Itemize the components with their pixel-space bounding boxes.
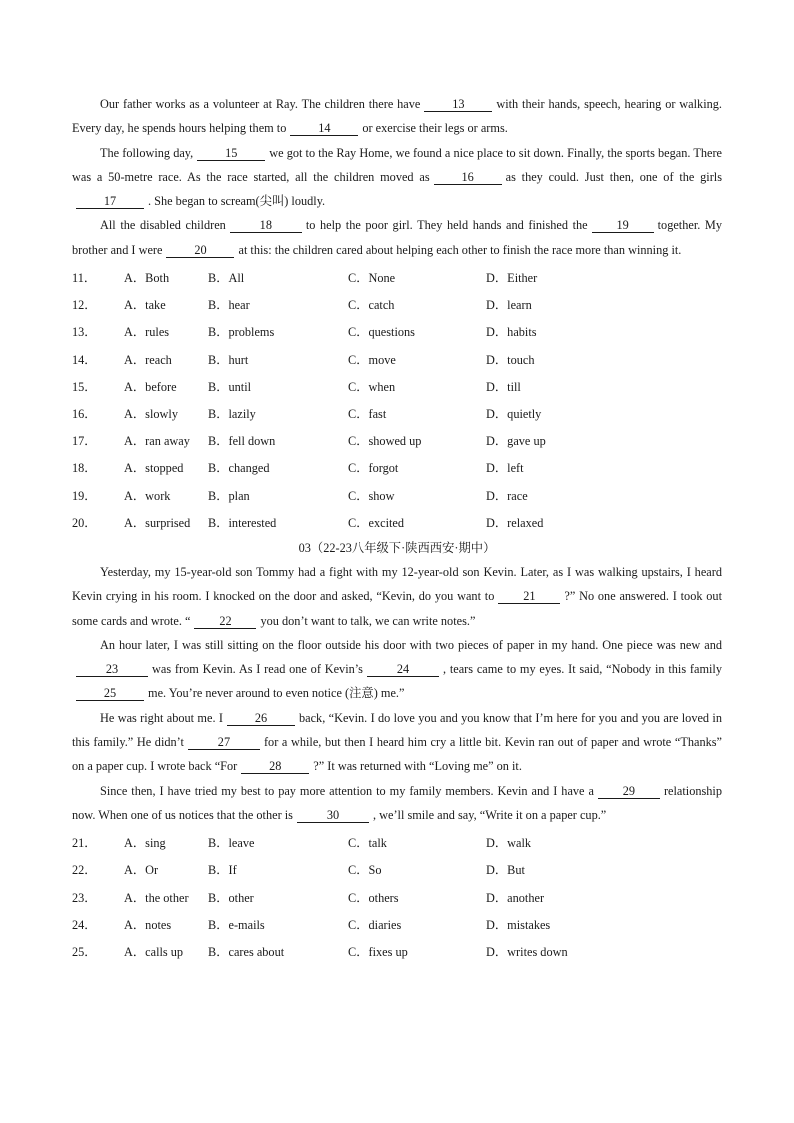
answer-blank: 18	[230, 218, 302, 233]
option-d[interactable]: D．writes down	[486, 944, 568, 959]
answer-blank: 25	[76, 686, 144, 701]
option-row	[72, 427, 722, 454]
option-a[interactable]: A．rules	[124, 325, 170, 340]
option-d[interactable]: D．race	[486, 488, 528, 503]
question-number: 18．	[72, 461, 97, 476]
answer-blank: 20	[166, 243, 234, 258]
option-d[interactable]: D．habits	[486, 325, 537, 340]
answer-blank: 21	[498, 589, 560, 604]
text-segment: me. You’re never around to even notice (注意) me.”	[148, 686, 405, 701]
worksheet-page	[72, 92, 722, 965]
text-segment: you don’t want to talk, we can write notes.”	[260, 613, 476, 628]
answer-blank: 17	[76, 194, 144, 209]
option-row	[72, 291, 722, 318]
option-b[interactable]: B．leave	[208, 836, 255, 851]
option-c[interactable]: C．show	[348, 488, 395, 503]
text-segment: Since then, I have tried my best to pay more attention to my family members. Kevin and I have a	[100, 783, 594, 798]
option-row	[72, 346, 722, 373]
option-c[interactable]: C．So	[348, 863, 382, 878]
option-d[interactable]: D．But	[486, 863, 525, 878]
option-a[interactable]: A．work	[124, 488, 171, 503]
option-c[interactable]: C．others	[348, 890, 399, 905]
passage-paragraph	[72, 779, 722, 828]
option-d[interactable]: D．quietly	[486, 407, 542, 422]
option-d[interactable]: D．mistakes	[486, 917, 551, 932]
option-c[interactable]: C．talk	[348, 836, 387, 851]
text-segment: , we’ll smile and say, “Write it on a paper cup.”	[372, 807, 607, 822]
passage-paragraph	[72, 141, 722, 214]
answer-blank: 30	[297, 808, 369, 823]
option-b[interactable]: B．All	[208, 271, 245, 286]
option-b[interactable]: B．plan	[208, 488, 250, 503]
option-a[interactable]: A．Or	[124, 863, 159, 878]
answer-blank: 19	[592, 218, 654, 233]
answer-blank: 29	[598, 784, 660, 799]
option-c[interactable]: C．diaries	[348, 917, 402, 932]
option-b[interactable]: B．fell down	[208, 434, 276, 449]
options-list	[72, 264, 722, 536]
text-segment: He was right about me. I	[100, 710, 223, 725]
option-d[interactable]: D．left	[486, 461, 524, 476]
option-row	[72, 373, 722, 400]
option-row	[72, 454, 722, 481]
options-list	[72, 829, 722, 965]
option-a[interactable]: A．surprised	[124, 515, 191, 530]
answer-blank: 27	[188, 735, 260, 750]
option-row	[72, 400, 722, 427]
text-segment: The following day,	[100, 145, 194, 160]
option-a[interactable]: A．before	[124, 379, 177, 394]
text-segment: Yesterday, my 15-year-old son Tommy had a fight with my 12-year-old son Kevin. Later, as I was walking upstairs, I heard Kevin crying in his room. I knocked on the door and asked, “Kevin, do you want to	[72, 564, 722, 604]
option-c[interactable]: C．forgot	[348, 461, 399, 476]
option-a[interactable]: A．ran away	[124, 434, 190, 449]
option-row	[72, 318, 722, 345]
option-c[interactable]: C．None	[348, 271, 396, 286]
text-segment: relationship now. When one of us notices that the other is	[72, 783, 722, 822]
passage-paragraph	[72, 213, 722, 262]
answer-blank: 14	[290, 121, 358, 136]
option-d[interactable]: D．learn	[486, 298, 532, 313]
option-row	[72, 856, 722, 883]
option-d[interactable]: D．another	[486, 890, 545, 905]
option-b[interactable]: B．until	[208, 379, 252, 394]
option-row	[72, 264, 722, 291]
answer-blank: 16	[434, 170, 502, 185]
option-c[interactable]: C．showed up	[348, 434, 422, 449]
question-number: 21．	[72, 836, 97, 851]
option-row	[72, 911, 722, 938]
option-d[interactable]: D．touch	[486, 352, 535, 367]
option-c[interactable]: C．move	[348, 352, 396, 367]
text-segment: as they could. Just then, one of the girls	[505, 169, 723, 184]
option-a[interactable]: A．slowly	[124, 407, 178, 422]
option-a[interactable]: A．the other	[124, 890, 189, 905]
option-a[interactable]: A．calls up	[124, 944, 184, 959]
option-a[interactable]: A．reach	[124, 352, 172, 367]
option-a[interactable]: A．take	[124, 298, 166, 313]
option-b[interactable]: B．hurt	[208, 352, 249, 367]
option-c[interactable]: C．fixes up	[348, 944, 408, 959]
option-b[interactable]: B．other	[208, 890, 254, 905]
option-b[interactable]: B．e-mails	[208, 917, 265, 932]
option-c[interactable]: C．when	[348, 379, 396, 394]
option-row	[72, 829, 722, 856]
answer-blank: 28	[241, 759, 309, 774]
question-number: 19．	[72, 488, 97, 503]
text-segment: Our father works as a volunteer at Ray. The children there have	[100, 97, 421, 111]
question-number: 22．	[72, 863, 97, 878]
option-row	[72, 482, 722, 509]
text-segment: with their hands, speech, hearing or walking. Every day, he spends hours helping them to	[72, 97, 722, 136]
question-number: 13．	[72, 325, 97, 340]
question-number: 17．	[72, 434, 97, 449]
text-segment: ?” It was returned with “Loving me” on it.	[313, 759, 522, 774]
option-d[interactable]: D．Either	[486, 271, 538, 286]
text-segment: to help the poor girl. They held hands and finished the	[305, 218, 588, 233]
option-b[interactable]: B．hear	[208, 298, 250, 313]
answer-blank: 15	[197, 146, 265, 161]
text-segment: was from Kevin. As I read one of Kevin’s	[152, 662, 363, 677]
option-a[interactable]: A．notes	[124, 917, 172, 932]
text-segment: we got to the Ray Home, we found a nice place to sit down. Finally, the sports began. There was a 50-metre race. As the race started, all the children moved as	[72, 145, 722, 184]
option-c[interactable]: C．excited	[348, 515, 405, 530]
text-segment: ?” No one answered. I took out some cards and wrote. “	[72, 589, 722, 628]
option-c[interactable]: C．fast	[348, 407, 387, 422]
passage-paragraph	[72, 706, 722, 779]
option-row	[72, 509, 722, 536]
text-segment: together. My brother and I were	[72, 218, 722, 257]
section-title: 03（22-23八年级下·陕西西安·期中）	[298, 540, 496, 555]
text-segment: , tears came to my eyes. It said, “Nobody in this family	[442, 662, 722, 677]
question-number: 23．	[72, 890, 97, 905]
question-number: 16．	[72, 407, 97, 422]
option-c[interactable]: C．questions	[348, 325, 415, 340]
option-b[interactable]: B．changed	[208, 461, 270, 476]
option-b[interactable]: B．If	[208, 863, 237, 878]
text-segment: at this: the children cared about helping each other to finish the race more than winning it.	[238, 242, 682, 257]
option-a[interactable]: A．Both	[124, 271, 170, 286]
question-number: 11．	[72, 271, 97, 286]
question-number: 25．	[72, 944, 97, 959]
option-a[interactable]: A．sing	[124, 836, 166, 851]
option-row	[72, 884, 722, 911]
answer-blank: 24	[367, 662, 439, 677]
option-d[interactable]: D．gave up	[486, 434, 546, 449]
passage-paragraph	[72, 633, 722, 706]
text-segment: for a while, but then I heard him cry a little bit. Kevin ran out of paper and wrote “Thanks” on a paper cup. I wrote back “For	[72, 735, 722, 774]
text-segment: . She began to scream(尖叫) loudly.	[148, 194, 326, 209]
text-segment: back, “Kevin. I do love you and you know that I’m here for you and you are loved in this family.” He didn’t	[72, 710, 722, 750]
answer-blank: 13	[424, 97, 492, 112]
passage-paragraph	[72, 560, 722, 633]
option-a[interactable]: A．stopped	[124, 461, 184, 476]
option-d[interactable]: D．till	[486, 379, 521, 394]
option-d[interactable]: D．relaxed	[486, 515, 544, 530]
text-segment: or exercise their legs or arms.	[362, 121, 508, 136]
text-segment: All the disabled children	[100, 218, 226, 233]
question-number: 24．	[72, 917, 97, 932]
passage-paragraph	[72, 92, 722, 141]
option-d[interactable]: D．walk	[486, 836, 532, 851]
option-b[interactable]: B．lazily	[208, 407, 256, 422]
question-number: 12．	[72, 298, 97, 313]
option-row	[72, 938, 722, 965]
question-number: 20．	[72, 515, 97, 530]
question-number: 15．	[72, 379, 97, 394]
question-number: 14．	[72, 352, 97, 367]
option-c[interactable]: C．catch	[348, 298, 395, 313]
answer-blank: 23	[76, 662, 148, 677]
answer-blank: 22	[194, 614, 256, 629]
text-segment: An hour later, I was still sitting on the floor outside his door with two pieces of paper in my hand. One piece was new and	[100, 637, 722, 652]
option-b[interactable]: B．interested	[208, 515, 277, 530]
option-b[interactable]: B．cares about	[208, 944, 285, 959]
answer-blank: 26	[227, 711, 295, 726]
option-b[interactable]: B．problems	[208, 325, 275, 340]
